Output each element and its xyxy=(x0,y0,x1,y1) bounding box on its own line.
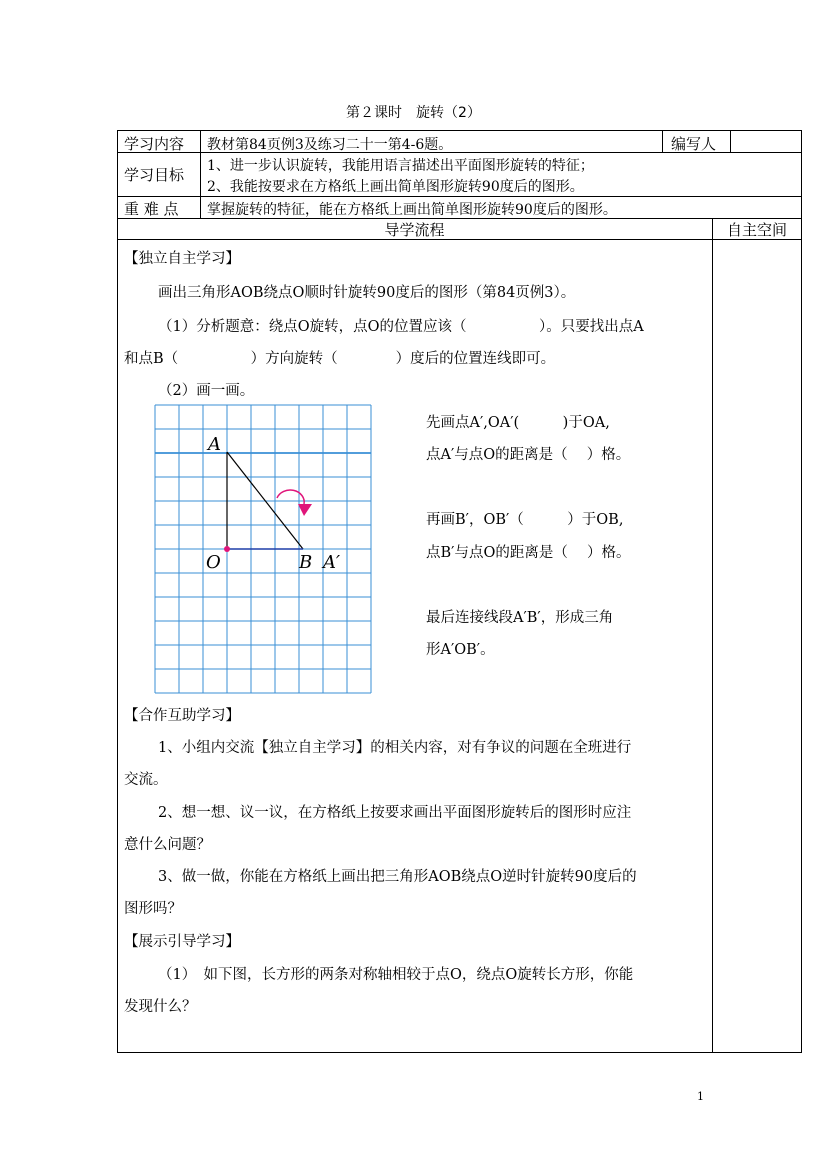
goals-label: 学习目标 xyxy=(124,166,185,184)
show-item-1-line-1: （1） 如下图，长方形的两条对称轴相较于点O，绕点O旋转长方形，你能 xyxy=(158,967,634,983)
goal-1: 1、进一步认识旋转，我能用语言描述出平面图形旋转的特征； xyxy=(207,158,594,174)
flow-header: 导学流程 xyxy=(384,221,445,239)
hint-2b: 点B′与点O的距离是（ ）格。 xyxy=(426,545,631,561)
focus-value: 掌握旋转的特征，能在方格纸上画出简单图形旋转90度后的图形。 xyxy=(207,202,617,218)
page-number: 1 xyxy=(697,1090,704,1103)
coop-item-3-line-2: 图形吗？ xyxy=(124,901,182,917)
coop-item-1-line-1: 1、小组内交流【独立自主学习】的相关内容，对有争议的问题在全班进行 xyxy=(158,740,632,756)
editor-label: 编写人 xyxy=(671,135,717,153)
space-header: 自主空间 xyxy=(726,221,787,239)
lesson-title: 第２课时 旋转（2） xyxy=(346,105,481,121)
label-O: O xyxy=(206,552,221,573)
coop-item-1-line-2: 交流。 xyxy=(124,772,168,788)
hint-3b: 形A′OB′。 xyxy=(426,642,495,658)
coop-item-2-line-2: 意什么问题？ xyxy=(124,837,211,853)
goal-2: 2、我能按要求在方格纸上画出简单图形旋转90度后的图形。 xyxy=(207,179,584,195)
label-B: B xyxy=(299,552,313,573)
self-study-heading: 【独立自主学习】 xyxy=(124,251,240,267)
content-label: 学习内容 xyxy=(124,135,185,153)
hint-3a: 最后连接线段A′B′，形成三角 xyxy=(426,610,614,626)
content-value: 教材第84页例3及练习二十一第4-6题。 xyxy=(207,137,453,153)
label-A: A xyxy=(208,434,221,455)
self-study-task: 画出三角形AOB绕点O顺时针旋转90度后的图形（第84页例3）。 xyxy=(158,285,576,301)
rotation-arrow-icon xyxy=(277,490,304,504)
question-1-line-2: 和点B（ ）方向旋转（ ）度后的位置连线即可。 xyxy=(124,351,556,367)
show-study-heading: 【展示引导学习】 xyxy=(124,934,240,950)
show-item-1-line-2: 发现什么？ xyxy=(124,999,197,1015)
hint-2a: 再画B′，OB′（ ）于OB, xyxy=(426,512,624,528)
point-O-dot xyxy=(224,546,230,552)
focus-label: 重 难 点 xyxy=(124,200,179,218)
question-1-line-1: （1）分析题意：绕点O旋转，点O的位置应该（ ）。只要找出点A xyxy=(158,319,644,335)
coop-item-2-line-1: 2、想一想、议一议，在方格纸上按要求画出平面图形旋转后的图形时应注 xyxy=(158,805,632,821)
rotation-arrowhead-icon xyxy=(298,504,312,516)
label-A-prime: A′ xyxy=(323,552,341,573)
hint-1a: 先画点A′,OA′( )于OA, xyxy=(426,415,610,431)
rotation-grid-figure xyxy=(150,400,380,695)
coop-item-3-line-1: 3、做一做，你能在方格纸上画出把三角形AOB绕点O逆时针旋转90度后的 xyxy=(158,869,637,885)
hint-1b: 点A′与点O的距离是（ ）格。 xyxy=(426,447,631,463)
question-2: （2）画一画。 xyxy=(158,383,255,399)
coop-study-heading: 【合作互助学习】 xyxy=(124,708,240,724)
